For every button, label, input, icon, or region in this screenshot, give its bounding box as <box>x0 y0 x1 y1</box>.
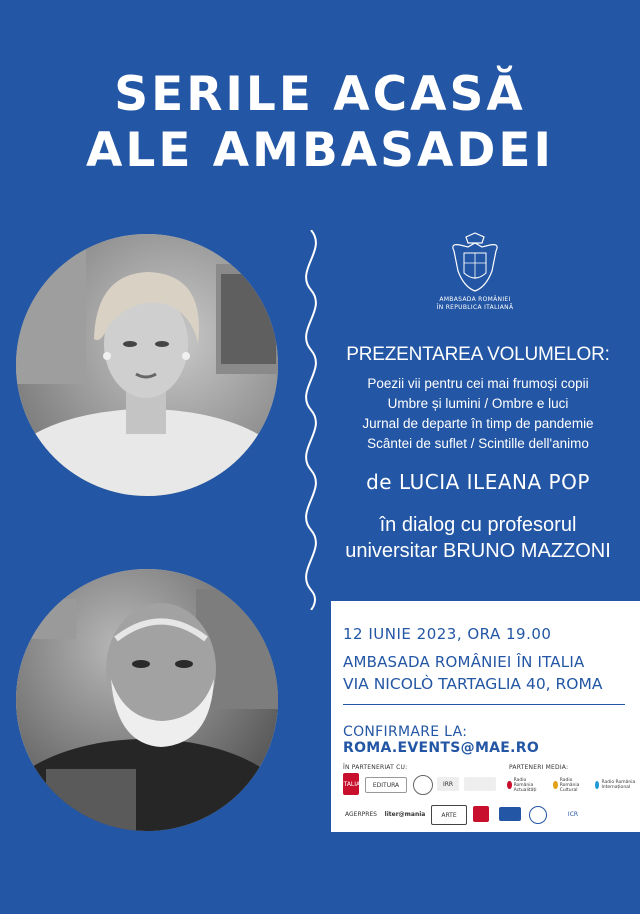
radio-romania-actualitati-logo: Radio România Actualități <box>507 776 547 794</box>
presentation-heading: PREZENTAREA VOLUMELOR: <box>346 344 610 365</box>
partner-logo: liter@mania <box>384 810 426 818</box>
embassy-caption-line2: ÎN REPUBLICA ITALIANĂ <box>436 304 514 311</box>
poster-title-line2: ALE AMBASADEI <box>86 123 554 178</box>
dialog-line1: în dialog cu profesorul <box>379 514 577 536</box>
dialog-text <box>328 512 628 564</box>
radio-romania-international-logo: Radio România Internațional <box>595 776 637 794</box>
partner-logo: ICR <box>567 810 579 818</box>
professor-photo <box>16 569 278 831</box>
confirm-line <box>343 724 640 756</box>
book-title: Scântei de suflet / Scintille dell'animo <box>367 436 589 451</box>
confirm-email-link[interactable]: ROMA.EVENTS@MAE.RO <box>343 740 540 756</box>
poster-title-line1: SERILE ACASĂ <box>114 67 526 122</box>
confirm-label: CONFIRMARE LA: <box>343 724 468 740</box>
partner-logo: EDITURA <box>365 777 407 793</box>
embassy-caption-line1: AMBASADA ROMÂNIEI <box>439 296 511 303</box>
author-photo <box>16 234 278 496</box>
book-title: Jurnal de departe în timp de pandemie <box>362 416 594 431</box>
wave-divider <box>298 230 324 610</box>
dialog-line2: universitar BRUNO MAZZONI <box>345 540 611 562</box>
book-title: Poezii vii pentru cei mai frumoși copii <box>367 376 589 391</box>
event-venue: AMBASADA ROMÂNIEI ÎN ITALIA <box>343 653 585 671</box>
partner-logo <box>499 807 521 821</box>
divider <box>343 704 625 705</box>
partner-logo: ITALIA <box>343 773 359 795</box>
partner-logo <box>529 806 547 824</box>
partner-logo <box>464 777 496 791</box>
partner-logo <box>473 806 489 822</box>
romanian-coat-of-arms-icon <box>446 231 504 293</box>
partner-logo: AGERPRES <box>345 810 377 818</box>
partner-logo <box>413 775 433 795</box>
partner-logo: IRR <box>437 777 459 791</box>
radio-romania-cultural-logo: Radio România Cultural <box>553 776 591 794</box>
event-date: 12 IUNIE 2023, ORA 19.00 <box>343 625 552 643</box>
media-partners-label: PARTENERI MEDIA: <box>509 764 569 771</box>
partner-logo: ARTE <box>431 805 467 825</box>
embassy-caption <box>400 296 550 312</box>
event-address: VIA NICOLÒ TARTAGLIA 40, ROMA <box>343 675 603 693</box>
author-line: de LUCIA ILEANA POP <box>366 470 590 494</box>
partners-label: ÎN PARTENERIAT CU: <box>343 764 408 771</box>
book-title: Umbre și lumini / Ombre e luci <box>387 396 569 411</box>
event-info-panel <box>331 601 640 832</box>
